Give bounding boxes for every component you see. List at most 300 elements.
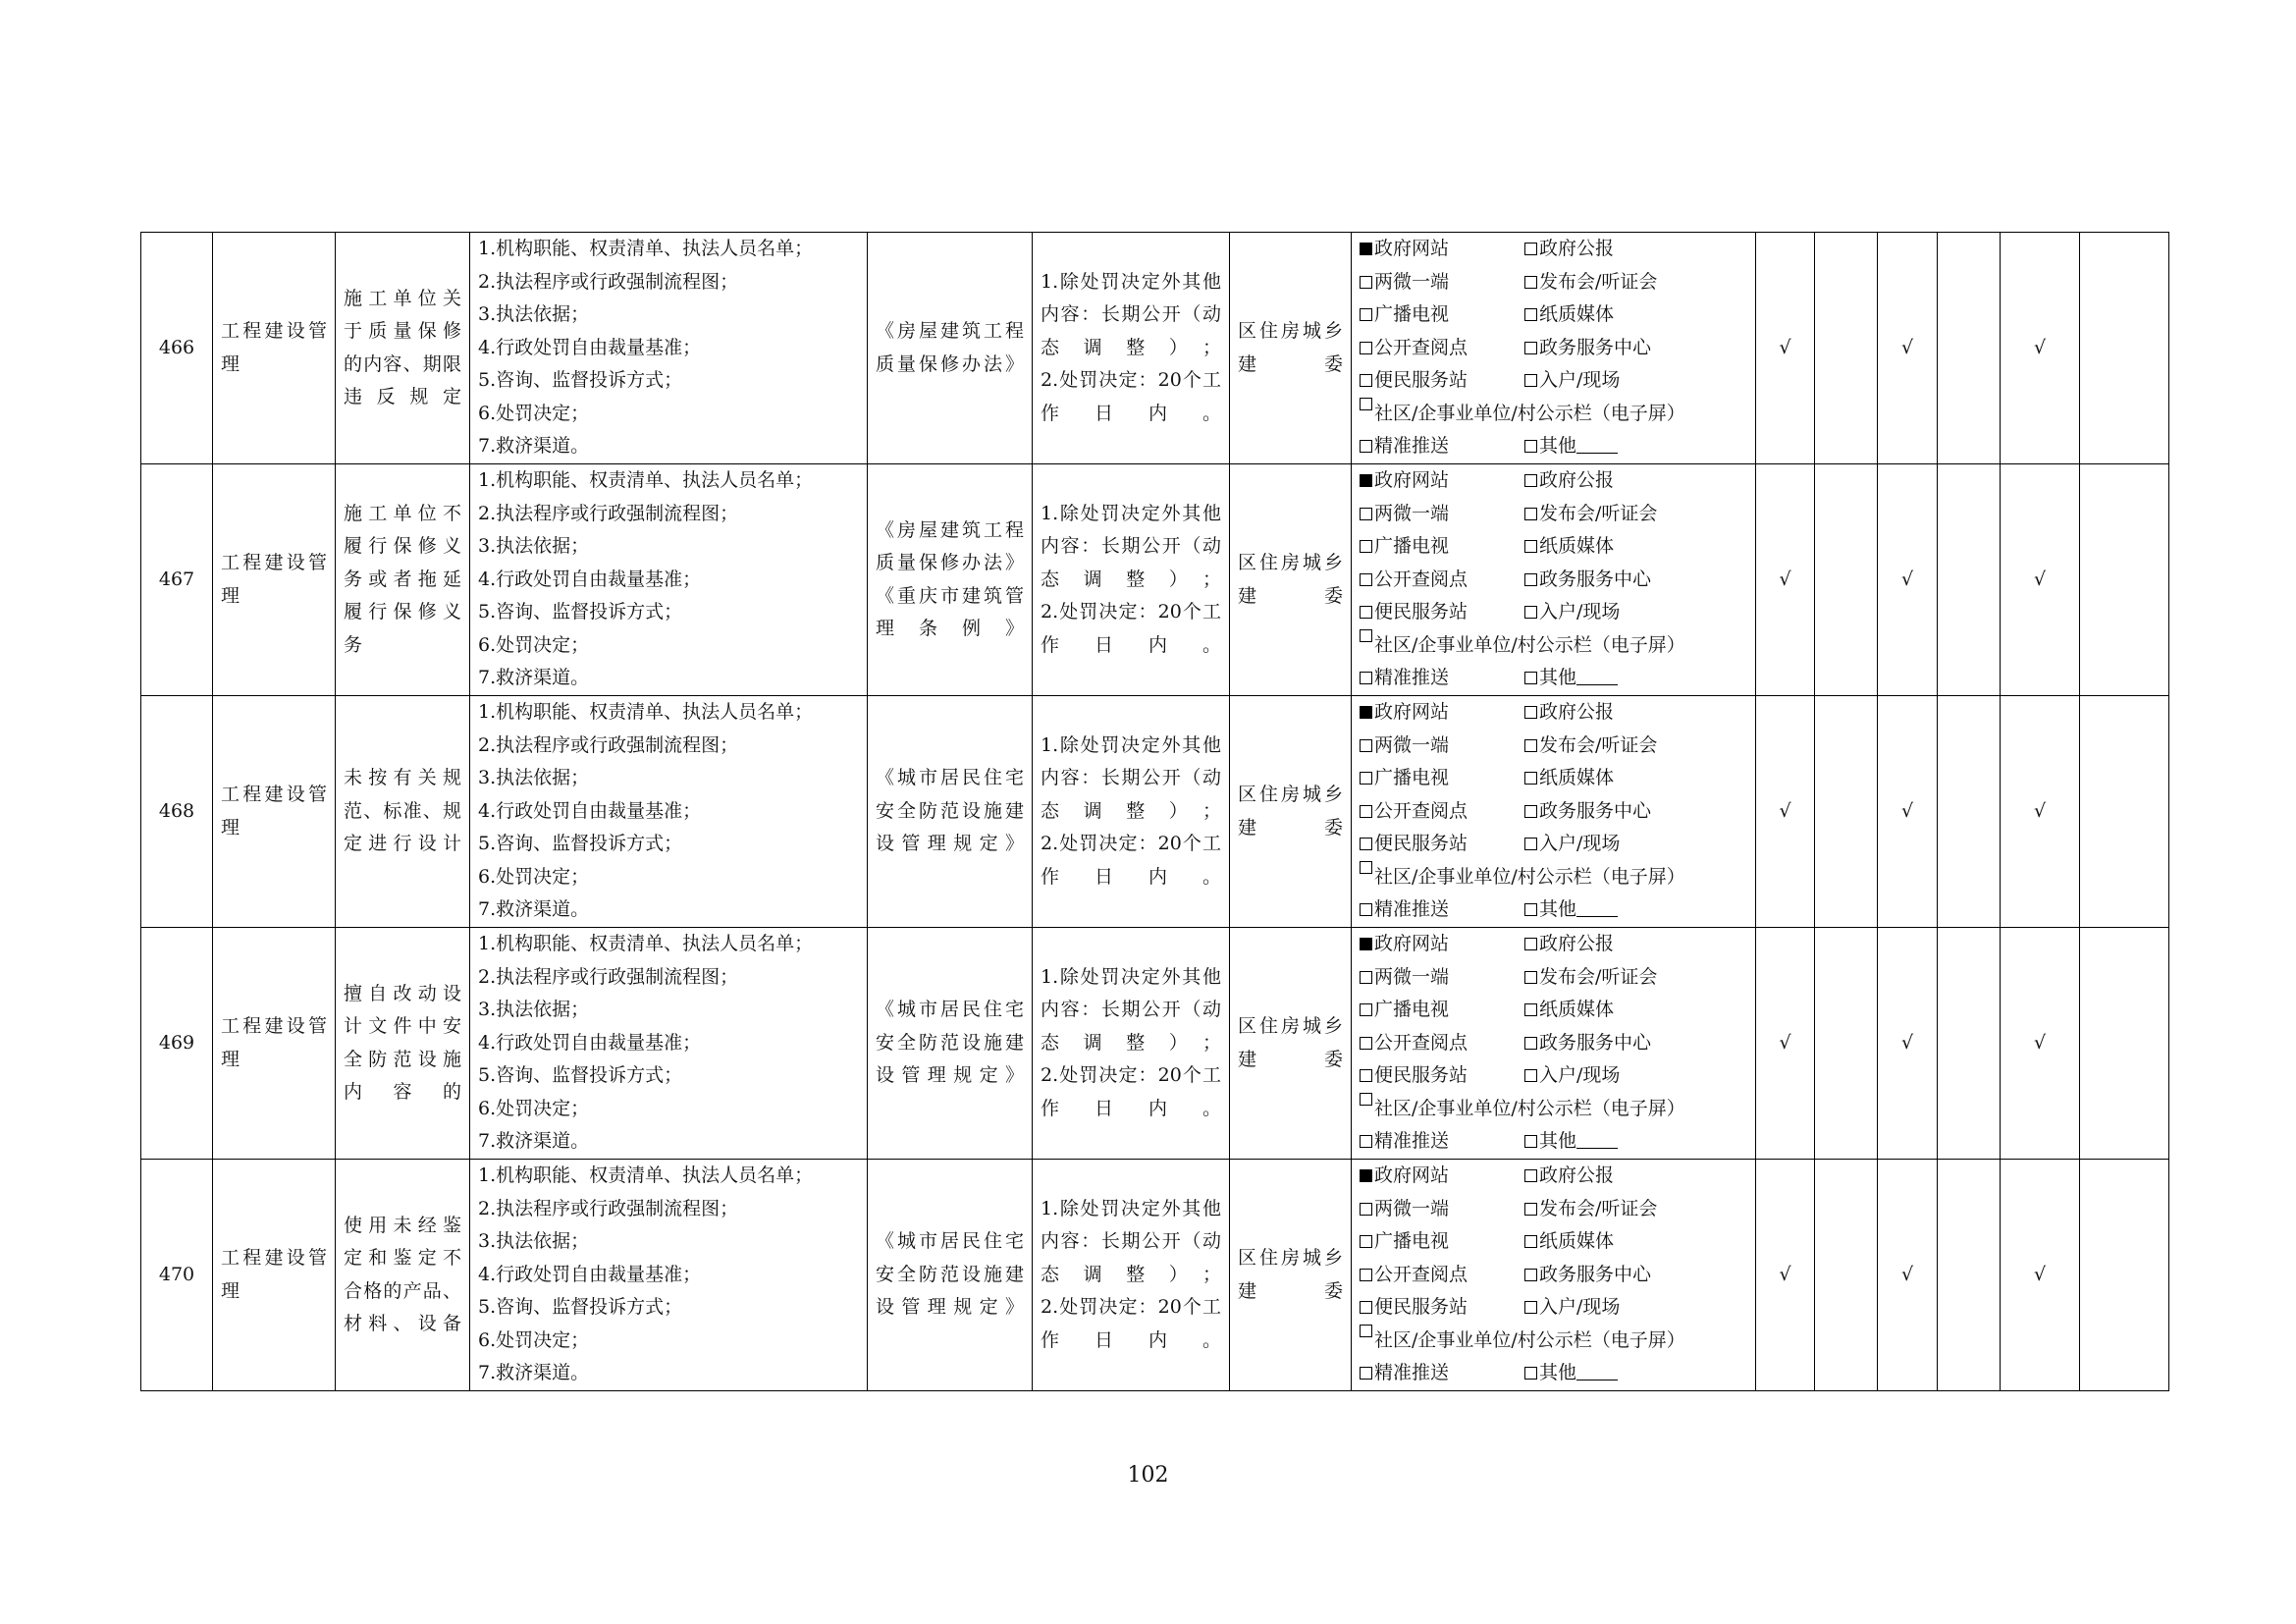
category-cell-line: 工程建设管 <box>221 1247 327 1269</box>
channel-option-row <box>1360 1193 1747 1226</box>
item-cell-line: 履行保修义 <box>344 535 461 558</box>
checkbox-empty-icon <box>1360 508 1372 520</box>
category-cell <box>213 696 336 928</box>
channel-label: 公开查阅点 <box>1374 1263 1468 1285</box>
channel-label: 公开查阅点 <box>1374 1031 1468 1054</box>
basis-cell-line: 《重庆市建筑管 <box>876 584 1024 607</box>
channel-label: 政务服务中心 <box>1539 799 1652 822</box>
check-mark-cell: √ <box>1878 464 1938 696</box>
channel-label: 入户/现场 <box>1539 601 1621 623</box>
category-cell <box>213 233 336 464</box>
checkbox-empty-icon <box>1360 861 1372 874</box>
checkbox-empty-icon <box>1360 1301 1372 1314</box>
basis-cell <box>868 1160 1033 1391</box>
empty-cell <box>2080 696 2169 928</box>
timeline-cell-line: 1.除处罚决定外其他 <box>1041 270 1221 293</box>
item-cell-line: 材料、设备 <box>344 1313 461 1334</box>
channel-label: 发布会/听证会 <box>1539 1197 1658 1219</box>
content-cell-line: 2.执法程序或行政强制流程图； <box>478 1197 739 1219</box>
channel-label: 公开查阅点 <box>1374 799 1468 822</box>
timeline-cell-line: 态调整）； <box>1041 799 1221 822</box>
table-row <box>141 464 2169 696</box>
timeline-cell <box>1033 696 1230 928</box>
channel-options <box>1352 1160 1756 1391</box>
empty-cell <box>1938 696 2001 928</box>
channel-option-row <box>1360 696 1747 730</box>
checkbox-empty-icon <box>1524 1301 1537 1314</box>
category-cell <box>213 928 336 1160</box>
content-cell-line: 5.咨询、监督投诉方式； <box>478 369 683 392</box>
checkbox-empty-icon <box>1524 1367 1537 1380</box>
checkbox-empty-icon <box>1524 1003 1537 1016</box>
row-number: 469 <box>141 928 213 1160</box>
checkbox-empty-icon <box>1360 1093 1372 1106</box>
table-row <box>141 928 2169 1160</box>
channel-label: 精准推送 <box>1374 435 1450 458</box>
checkbox-empty-icon <box>1524 474 1537 487</box>
checkbox-empty-icon <box>1360 772 1372 785</box>
channel-label: 入户/现场 <box>1539 1296 1621 1319</box>
channel-label: 政府公报 <box>1539 701 1615 724</box>
channel-label: 政务服务中心 <box>1539 336 1652 358</box>
item-cell-line: 定进行设计 <box>344 833 461 855</box>
checkbox-empty-icon <box>1360 838 1372 850</box>
channel-option-row <box>1360 1357 1747 1390</box>
content-cell <box>470 233 868 464</box>
empty-cell <box>1815 233 1878 464</box>
checkbox-checked-icon <box>1360 1169 1372 1182</box>
item-cell-line: 擅自改动设 <box>344 982 461 1004</box>
channel-option-row <box>1360 398 1747 431</box>
checkbox-empty-icon <box>1524 243 1537 255</box>
content-cell-line: 2.执法程序或行政强制流程图； <box>478 502 739 524</box>
timeline-cell-line: 内容：长期公开（动 <box>1041 535 1221 558</box>
item-cell <box>336 1160 470 1391</box>
content-cell-line: 6.处罚决定； <box>478 633 590 656</box>
channel-option-row <box>1360 1027 1747 1060</box>
subject-cell-line: 区住房城乡 <box>1238 320 1343 342</box>
channel-option-row <box>1360 1160 1747 1193</box>
channel-label: 发布会/听证会 <box>1539 502 1658 524</box>
content-cell-line: 2.执法程序或行政强制流程图； <box>478 270 739 293</box>
channel-label: 政府网站 <box>1374 469 1450 492</box>
empty-cell <box>1815 1160 1878 1391</box>
timeline-cell-line: 内容：长期公开（动 <box>1041 999 1221 1021</box>
content-cell-line: 7.救济渠道。 <box>478 435 590 458</box>
timeline-cell-line: 1.除处罚决定外其他 <box>1041 502 1221 524</box>
timeline-cell <box>1033 1160 1230 1391</box>
item-cell-line: 计文件中安 <box>344 1015 461 1037</box>
channel-label: 其他 <box>1539 898 1577 921</box>
channel-label: 公开查阅点 <box>1374 336 1468 358</box>
content-cell-line: 2.执法程序或行政强制流程图； <box>478 965 739 988</box>
checkbox-empty-icon <box>1360 1069 1372 1082</box>
channel-option-row <box>1360 662 1747 695</box>
empty-cell <box>2080 928 2169 1160</box>
checkbox-empty-icon <box>1524 1269 1537 1281</box>
basis-cell-line: 质量保修办法》 <box>876 352 1024 375</box>
category-cell <box>213 464 336 696</box>
checkbox-empty-icon <box>1524 938 1537 950</box>
basis-cell-line: 安全防范设施建 <box>876 1031 1024 1054</box>
category-cell-line: 理 <box>221 1279 240 1302</box>
timeline-cell-line: 态调整）； <box>1041 568 1221 590</box>
channel-option-row <box>1360 795 1747 829</box>
table-row <box>141 233 2169 464</box>
item-cell-line: 务或者拖延 <box>344 568 461 590</box>
channel-label: 政府网站 <box>1374 933 1450 955</box>
timeline-cell-line: 2.处罚决定：20个工 <box>1041 1296 1221 1319</box>
content-cell-line: 4.行政处罚自由裁量基准； <box>478 336 702 358</box>
content-cell <box>470 928 868 1160</box>
check-mark-cell: √ <box>2001 696 2080 928</box>
basis-cell-line: 安全防范设施建 <box>876 799 1024 822</box>
timeline-cell-line: 作日内。 <box>1041 402 1221 424</box>
checkbox-empty-icon <box>1524 276 1537 289</box>
timeline-cell <box>1033 233 1230 464</box>
timeline-cell-line: 态调整）； <box>1041 1031 1221 1054</box>
channel-label: 纸质媒体 <box>1539 999 1615 1021</box>
timeline-cell-line: 作日内。 <box>1041 633 1221 656</box>
channel-label: 其他 <box>1539 435 1577 458</box>
checkbox-empty-icon <box>1360 342 1372 354</box>
checkbox-checked-icon <box>1360 706 1372 719</box>
timeline-cell-line: 1.除处罚决定外其他 <box>1041 965 1221 988</box>
channel-label: 纸质媒体 <box>1539 767 1615 789</box>
checkbox-empty-icon <box>1360 540 1372 553</box>
check-mark-cell: √ <box>2001 233 2080 464</box>
channel-option-row <box>1360 861 1747 894</box>
checkbox-empty-icon <box>1524 1135 1537 1148</box>
checkbox-empty-icon <box>1360 606 1372 619</box>
basis-cell-line: 《城市居民住宅 <box>876 999 1024 1021</box>
checkbox-empty-icon <box>1360 805 1372 818</box>
content-cell-line: 4.行政处罚自由裁量基准； <box>478 568 702 590</box>
channel-label: 便民服务站 <box>1374 833 1468 855</box>
row-number: 468 <box>141 696 213 928</box>
channel-option-row <box>1360 564 1747 597</box>
channel-label: 两微一端 <box>1374 270 1450 293</box>
checkbox-empty-icon <box>1524 508 1537 520</box>
channel-label: 精准推送 <box>1374 898 1450 921</box>
empty-cell <box>1938 1160 2001 1391</box>
channel-option-row <box>1360 1291 1747 1325</box>
item-cell <box>336 464 470 696</box>
checkbox-empty-icon <box>1524 838 1537 850</box>
checkbox-empty-icon <box>1524 342 1537 354</box>
timeline-cell-line: 1.除处罚决定外其他 <box>1041 1197 1221 1219</box>
channel-label: 精准推送 <box>1374 1362 1450 1384</box>
checkbox-empty-icon <box>1360 308 1372 321</box>
channel-options <box>1352 233 1756 464</box>
checkbox-empty-icon <box>1524 903 1537 916</box>
check-mark-cell: √ <box>1878 1160 1938 1391</box>
checkbox-empty-icon <box>1524 1169 1537 1182</box>
item-cell <box>336 928 470 1160</box>
channel-label: 便民服务站 <box>1374 1064 1468 1087</box>
other-blank-line <box>1576 1130 1618 1149</box>
channel-option-row <box>1360 1125 1747 1159</box>
basis-cell <box>868 696 1033 928</box>
channel-option-row <box>1360 1093 1747 1126</box>
timeline-cell-line: 内容：长期公开（动 <box>1041 1230 1221 1253</box>
subject-cell-line: 建委 <box>1238 352 1343 375</box>
timeline-cell-line: 作日内。 <box>1041 1328 1221 1351</box>
timeline-cell-line: 作日内。 <box>1041 1097 1221 1119</box>
channel-label: 政府网站 <box>1374 1164 1450 1187</box>
basis-cell-line: 设管理规定》 <box>876 1296 1024 1319</box>
checkbox-empty-icon <box>1360 1367 1372 1380</box>
channel-option-row <box>1360 266 1747 299</box>
checkbox-empty-icon <box>1360 672 1372 684</box>
timeline-cell <box>1033 464 1230 696</box>
basis-cell-line: 质量保修办法》 <box>876 552 1024 573</box>
channel-option-row <box>1360 629 1747 663</box>
item-cell-line: 内容的 <box>344 1081 461 1103</box>
checkbox-empty-icon <box>1360 739 1372 752</box>
category-cell-line: 工程建设管 <box>221 552 327 573</box>
channel-label: 社区/企事业单位/村公示栏（电子屏） <box>1374 1328 1685 1351</box>
basis-cell-line: 《房屋建筑工程 <box>876 518 1024 541</box>
other-blank-line <box>1576 1362 1618 1380</box>
channel-option-row <box>1360 961 1747 995</box>
checkbox-empty-icon <box>1360 903 1372 916</box>
check-mark-cell: √ <box>1756 928 1815 1160</box>
item-cell-line: 施工单位不 <box>344 502 461 524</box>
subject-cell-line: 建委 <box>1238 1048 1343 1070</box>
channel-label: 公开查阅点 <box>1374 568 1468 590</box>
checkbox-empty-icon <box>1524 440 1537 453</box>
check-mark-cell: √ <box>2001 464 2080 696</box>
other-blank-line <box>1576 435 1618 454</box>
subject-cell <box>1230 464 1352 696</box>
channel-option-row <box>1360 364 1747 398</box>
channel-option-row <box>1360 298 1747 332</box>
timeline-cell-line: 内容：长期公开（动 <box>1041 303 1221 326</box>
checkbox-empty-icon <box>1524 1235 1537 1248</box>
channel-label: 政府公报 <box>1539 933 1615 955</box>
channel-label: 政务服务中心 <box>1539 1031 1652 1054</box>
content-cell-line: 3.执法依据； <box>478 999 590 1021</box>
item-cell-line: 于质量保修 <box>344 320 461 342</box>
empty-cell <box>1815 696 1878 928</box>
channel-label: 纸质媒体 <box>1539 303 1615 326</box>
content-cell-line: 3.执法依据； <box>478 1230 590 1253</box>
content-cell-line: 5.咨询、监督投诉方式； <box>478 1296 683 1319</box>
row-number: 467 <box>141 464 213 696</box>
item-cell-line: 未按有关规 <box>344 767 461 789</box>
channel-label: 精准推送 <box>1374 1130 1450 1153</box>
channel-label: 社区/企事业单位/村公示栏（电子屏） <box>1374 865 1685 888</box>
subject-cell-line: 区住房城乡 <box>1238 552 1343 573</box>
channel-options <box>1352 928 1756 1160</box>
content-cell-line: 1.机构职能、权责清单、执法人员名单； <box>478 933 814 955</box>
check-mark-cell: √ <box>1756 1160 1815 1391</box>
checkbox-empty-icon <box>1360 1325 1372 1337</box>
timeline-cell-line: 1.除处罚决定外其他 <box>1041 733 1221 756</box>
basis-cell-line: 《房屋建筑工程 <box>876 320 1024 342</box>
channel-option-row <box>1360 430 1747 463</box>
subject-cell-line: 区住房城乡 <box>1238 784 1343 805</box>
subject-cell <box>1230 1160 1352 1391</box>
channel-option-row <box>1360 332 1747 365</box>
basis-cell-line: 安全防范设施建 <box>876 1263 1024 1285</box>
channel-option-row <box>1360 994 1747 1027</box>
channel-label: 广播电视 <box>1374 1230 1450 1253</box>
channel-option-row <box>1360 233 1747 266</box>
content-cell-line: 1.机构职能、权责清单、执法人员名单； <box>478 469 814 492</box>
channel-options <box>1352 696 1756 928</box>
content-cell-line: 5.咨询、监督投诉方式； <box>478 833 683 855</box>
checkbox-empty-icon <box>1524 805 1537 818</box>
item-cell-line: 务 <box>344 633 363 656</box>
subject-cell-line: 建委 <box>1238 816 1343 839</box>
basis-cell-line: 《城市居民住宅 <box>876 1230 1024 1253</box>
category-cell-line: 工程建设管 <box>221 1015 327 1037</box>
timeline-cell-line: 态调整）； <box>1041 336 1221 358</box>
basis-cell-line: 《城市居民住宅 <box>876 767 1024 789</box>
content-cell-line: 3.执法依据； <box>478 535 590 558</box>
subject-cell <box>1230 928 1352 1160</box>
content-cell-line: 1.机构职能、权责清单、执法人员名单； <box>478 701 814 724</box>
channel-option-row <box>1360 893 1747 927</box>
channel-label: 政府公报 <box>1539 1164 1615 1187</box>
channel-option-row <box>1360 464 1747 498</box>
category-cell-line: 理 <box>221 584 240 607</box>
channel-label: 社区/企事业单位/村公示栏（电子屏） <box>1374 402 1685 424</box>
item-cell-line: 履行保修义 <box>344 601 461 623</box>
timeline-cell-line: 2.处罚决定：20个工 <box>1041 369 1221 392</box>
channel-label: 其他 <box>1539 1362 1577 1384</box>
timeline-cell-line: 内容：长期公开（动 <box>1041 767 1221 789</box>
channel-label: 便民服务站 <box>1374 1296 1468 1319</box>
content-cell-line: 3.执法依据； <box>478 303 590 326</box>
channel-label: 发布会/听证会 <box>1539 733 1658 756</box>
channel-option-row <box>1360 1059 1747 1093</box>
category-cell <box>213 1160 336 1391</box>
channel-label: 发布会/听证会 <box>1539 965 1658 988</box>
channel-label: 精准推送 <box>1374 667 1450 689</box>
channel-label: 政务服务中心 <box>1539 568 1652 590</box>
channel-label: 政务服务中心 <box>1539 1263 1652 1285</box>
subject-cell-line: 区住房城乡 <box>1238 1247 1343 1269</box>
channel-option-row <box>1360 596 1747 629</box>
other-blank-line <box>1576 667 1618 685</box>
check-mark-cell: √ <box>2001 1160 2080 1391</box>
checkbox-empty-icon <box>1360 1269 1372 1281</box>
checkbox-checked-icon <box>1360 474 1372 487</box>
empty-cell <box>1815 464 1878 696</box>
channel-label: 两微一端 <box>1374 733 1450 756</box>
checkbox-empty-icon <box>1360 971 1372 984</box>
category-cell-line: 工程建设管 <box>221 784 327 805</box>
check-mark-cell: √ <box>1878 233 1938 464</box>
channel-label: 广播电视 <box>1374 535 1450 558</box>
content-cell-line: 6.处罚决定； <box>478 402 590 424</box>
basis-cell-line: 设管理规定》 <box>876 833 1024 855</box>
checkbox-empty-icon <box>1360 1003 1372 1016</box>
channel-label: 便民服务站 <box>1374 369 1468 392</box>
channel-label: 两微一端 <box>1374 1197 1450 1219</box>
channel-label: 政府网站 <box>1374 238 1450 260</box>
empty-cell <box>1938 928 2001 1160</box>
content-cell-line: 6.处罚决定； <box>478 865 590 888</box>
content-cell-line: 1.机构职能、权责清单、执法人员名单； <box>478 238 814 260</box>
content-cell-line: 6.处罚决定； <box>478 1097 590 1119</box>
channel-label: 纸质媒体 <box>1539 1230 1615 1253</box>
empty-cell <box>2080 1160 2169 1391</box>
check-mark-cell: √ <box>1878 928 1938 1160</box>
subject-cell-line: 建委 <box>1238 584 1343 607</box>
category-cell-line: 理 <box>221 816 240 839</box>
checkbox-empty-icon <box>1360 1203 1372 1216</box>
disclosure-table <box>140 232 2169 1391</box>
channel-label: 社区/企事业单位/村公示栏（电子屏） <box>1374 633 1685 656</box>
channel-label: 其他 <box>1539 667 1577 689</box>
item-cell-line: 使用未经鉴 <box>344 1214 461 1236</box>
channel-label: 其他 <box>1539 1130 1577 1153</box>
channel-label: 广播电视 <box>1374 999 1450 1021</box>
channel-label: 社区/企事业单位/村公示栏（电子屏） <box>1374 1097 1685 1119</box>
content-cell <box>470 1160 868 1391</box>
channel-label: 发布会/听证会 <box>1539 270 1658 293</box>
other-blank-line <box>1576 898 1618 917</box>
item-cell-line: 范、标准、规 <box>344 799 461 822</box>
empty-cell <box>2080 233 2169 464</box>
empty-cell <box>1938 233 2001 464</box>
row-number: 466 <box>141 233 213 464</box>
checkbox-empty-icon <box>1524 739 1537 752</box>
content-cell-line: 2.执法程序或行政强制流程图； <box>478 733 739 756</box>
item-cell <box>336 233 470 464</box>
timeline-cell-line: 态调整）； <box>1041 1263 1221 1285</box>
channel-option-row <box>1360 828 1747 861</box>
channel-option-row <box>1360 1225 1747 1259</box>
item-cell-line: 合格的产品、 <box>344 1279 461 1302</box>
table-row <box>141 696 2169 928</box>
basis-cell <box>868 464 1033 696</box>
content-cell-line: 4.行政处罚自由裁量基准； <box>478 1031 702 1054</box>
item-cell-line: 施工单位关 <box>344 287 461 309</box>
checkbox-empty-icon <box>1360 398 1372 410</box>
channel-label: 政府网站 <box>1374 701 1450 724</box>
empty-cell <box>1938 464 2001 696</box>
row-number: 470 <box>141 1160 213 1391</box>
channel-option-row <box>1360 928 1747 961</box>
basis-cell <box>868 928 1033 1160</box>
timeline-cell-line: 作日内。 <box>1041 865 1221 888</box>
content-cell-line: 7.救济渠道。 <box>478 667 590 689</box>
channel-option-row <box>1360 530 1747 564</box>
check-mark-cell: √ <box>1756 696 1815 928</box>
content-cell <box>470 464 868 696</box>
checkbox-empty-icon <box>1360 374 1372 387</box>
channel-label: 入户/现场 <box>1539 369 1621 392</box>
item-cell-line: 定和鉴定不 <box>344 1247 461 1269</box>
checkbox-empty-icon <box>1524 308 1537 321</box>
channel-label: 广播电视 <box>1374 303 1450 326</box>
basis-cell-line: 理条例》 <box>876 618 1024 639</box>
checkbox-empty-icon <box>1360 1135 1372 1148</box>
timeline-cell-line: 2.处罚决定：20个工 <box>1041 833 1221 855</box>
checkbox-checked-icon <box>1360 243 1372 255</box>
content-cell-line: 1.机构职能、权责清单、执法人员名单； <box>478 1164 814 1187</box>
timeline-cell-line: 2.处罚决定：20个工 <box>1041 601 1221 623</box>
subject-cell <box>1230 233 1352 464</box>
checkbox-empty-icon <box>1524 706 1537 719</box>
checkbox-empty-icon <box>1524 606 1537 619</box>
channel-option-row <box>1360 762 1747 795</box>
